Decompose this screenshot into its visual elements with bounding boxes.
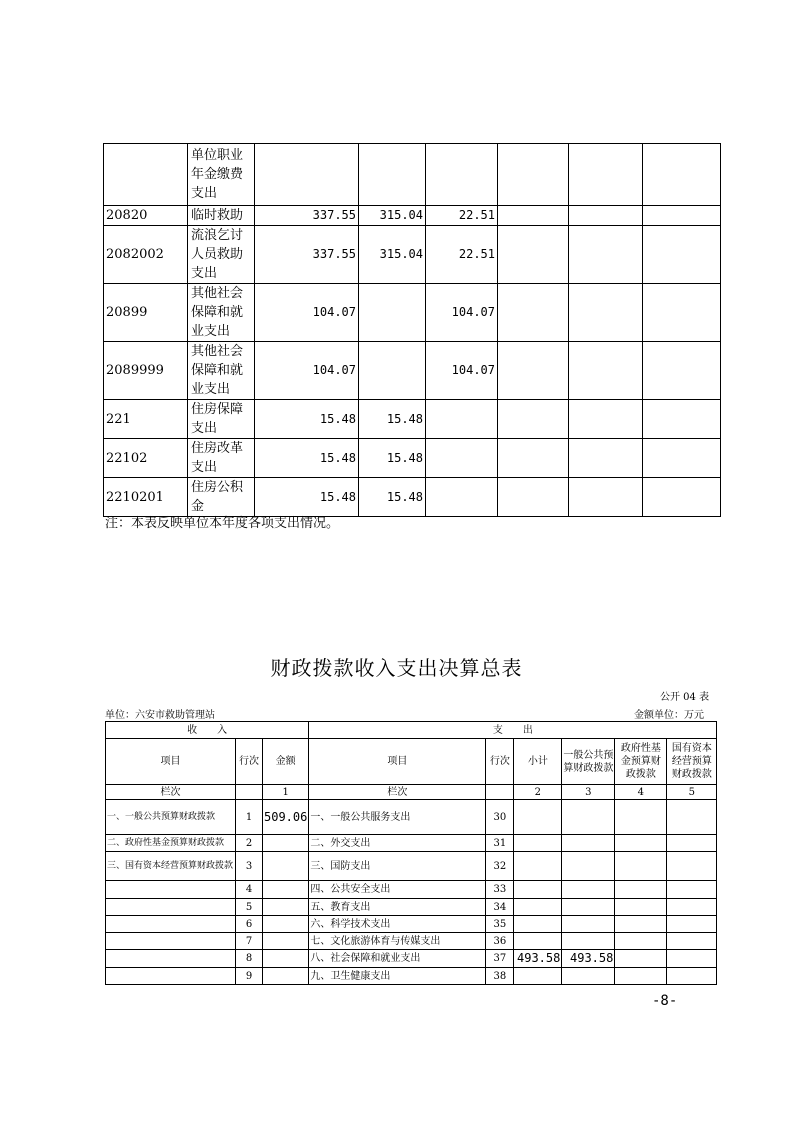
row-extra-2 <box>569 206 643 226</box>
table-row <box>106 950 717 968</box>
expense-subtotal <box>514 881 562 899</box>
table-row <box>104 206 721 226</box>
row-extra-2 <box>569 478 643 517</box>
row-code: 20899 <box>104 284 188 342</box>
income-amount <box>263 950 309 968</box>
expense-gov-fund <box>615 933 667 950</box>
row-project: 104.07 <box>426 284 498 342</box>
expense-state-capital <box>667 916 717 933</box>
summary-table-body <box>106 800 717 985</box>
row-extra-2 <box>569 342 643 400</box>
table-row <box>106 881 717 899</box>
expense-line: 33 <box>486 881 514 899</box>
row-extra-1 <box>498 478 569 517</box>
row-code <box>104 144 188 206</box>
row-total: 15.48 <box>255 478 359 517</box>
col-1: 1 <box>263 785 309 800</box>
expense-item: 七、文化旅游体育与传媒支出 <box>309 933 486 950</box>
table-row <box>106 899 717 916</box>
row-total: 104.07 <box>255 342 359 400</box>
row-extra-1 <box>498 284 569 342</box>
subtotal-header: 小计 <box>514 739 562 785</box>
row-code: 221 <box>104 400 188 439</box>
expense-general-budget: 493.58 <box>562 950 615 968</box>
income-amount <box>263 852 309 881</box>
row-extra-3 <box>643 478 721 517</box>
unit-label: 单位：六安市救助管理站 <box>105 710 215 721</box>
expense-header: 支 出 <box>309 722 717 739</box>
expense-item: 九、卫生健康支出 <box>309 968 486 985</box>
row-extra-1 <box>498 206 569 226</box>
income-amount <box>263 916 309 933</box>
expense-gov-fund <box>615 881 667 899</box>
income-line-header: 行次 <box>236 739 263 785</box>
expense-state-capital <box>667 835 717 852</box>
general-budget-header: 一般公共预算财政拨款 <box>562 739 615 785</box>
row-extra-3 <box>643 206 721 226</box>
column-number-row <box>106 785 717 800</box>
row-total: 15.48 <box>255 439 359 478</box>
income-item: 三、国有资本经营预算财政拨款 <box>106 852 236 881</box>
expense-subtotal <box>514 916 562 933</box>
expense-general-budget <box>562 881 615 899</box>
row-total: 337.55 <box>255 226 359 284</box>
expense-state-capital <box>667 933 717 950</box>
expense-gov-fund <box>615 800 667 835</box>
expense-line: 38 <box>486 968 514 985</box>
income-amount: 509.06 <box>263 800 309 835</box>
row-name: 住房公积金 <box>188 478 255 517</box>
row-total: 15.48 <box>255 400 359 439</box>
table-row <box>106 800 717 835</box>
row-total: 104.07 <box>255 284 359 342</box>
income-item: 二、政府性基金预算财政拨款 <box>106 835 236 852</box>
income-amount <box>263 881 309 899</box>
expense-item: 五、教育支出 <box>309 899 486 916</box>
col-3: 3 <box>562 785 615 800</box>
gov-fund-header: 政府性基金预算财政拨款 <box>615 739 667 785</box>
row-extra-1 <box>498 144 569 206</box>
expense-subtotal <box>514 968 562 985</box>
income-header: 收 入 <box>106 722 309 739</box>
row-name: 其他社会保障和就业支出 <box>188 284 255 342</box>
row-extra-2 <box>569 439 643 478</box>
row-project <box>426 439 498 478</box>
income-line: 4 <box>236 881 263 899</box>
income-amount <box>263 899 309 916</box>
income-item <box>106 916 236 933</box>
expenditure-table-body <box>104 144 721 517</box>
expense-gov-fund <box>615 835 667 852</box>
row-basic: 15.48 <box>359 478 426 517</box>
row-project: 22.51 <box>426 206 498 226</box>
table-row <box>106 933 717 950</box>
expense-item-header: 项目 <box>309 739 486 785</box>
expense-subtotal <box>514 933 562 950</box>
expense-item: 一、一般公共服务支出 <box>309 800 486 835</box>
state-capital-header: 国有资本经营预算财政拨款 <box>667 739 717 785</box>
table-title: 财政拨款收入支出决算总表 <box>270 656 523 680</box>
page-number: -8- <box>652 993 678 1009</box>
col-4: 4 <box>615 785 667 800</box>
row-name: 单位职业年金缴费支出 <box>188 144 255 206</box>
table-row <box>104 439 721 478</box>
row-code: 2089999 <box>104 342 188 400</box>
row-name: 临时救助 <box>188 206 255 226</box>
row-name: 流浪乞讨人员救助支出 <box>188 226 255 284</box>
col-2: 2 <box>514 785 562 800</box>
row-extra-3 <box>643 226 721 284</box>
col-5: 5 <box>667 785 717 800</box>
row-extra-1 <box>498 226 569 284</box>
fiscal-appropriation-summary-table <box>105 721 717 985</box>
row-code: 20820 <box>104 206 188 226</box>
income-line: 5 <box>236 899 263 916</box>
expense-general-budget <box>562 800 615 835</box>
expense-general-budget <box>562 899 615 916</box>
expense-item: 二、外交支出 <box>309 835 486 852</box>
income-line: 9 <box>236 968 263 985</box>
row-extra-2 <box>569 400 643 439</box>
row-extra-1 <box>498 400 569 439</box>
row-extra-3 <box>643 400 721 439</box>
expense-subtotal <box>514 835 562 852</box>
expense-line: 32 <box>486 852 514 881</box>
row-code: 2082002 <box>104 226 188 284</box>
income-line: 6 <box>236 916 263 933</box>
expense-subtotal <box>514 800 562 835</box>
expense-line-header: 行次 <box>486 739 514 785</box>
table-row <box>104 284 721 342</box>
expense-general-budget <box>562 968 615 985</box>
header-row-group <box>106 722 717 739</box>
table-row <box>104 400 721 439</box>
expense-line: 30 <box>486 800 514 835</box>
income-item <box>106 968 236 985</box>
income-line: 1 <box>236 800 263 835</box>
expense-item: 三、国防支出 <box>309 852 486 881</box>
row-basic <box>359 144 426 206</box>
row-extra-1 <box>498 439 569 478</box>
row-extra-2 <box>569 284 643 342</box>
expense-subtotal: 493.58 <box>514 950 562 968</box>
income-amount <box>263 835 309 852</box>
expense-state-capital <box>667 968 717 985</box>
income-line: 3 <box>236 852 263 881</box>
income-item <box>106 950 236 968</box>
row-total <box>255 144 359 206</box>
header-row-columns <box>106 739 717 785</box>
expense-state-capital <box>667 881 717 899</box>
row-extra-1 <box>498 342 569 400</box>
table-row <box>104 226 721 284</box>
row-project <box>426 144 498 206</box>
expense-general-budget <box>562 852 615 881</box>
income-item: 一、一般公共预算财政拨款 <box>106 800 236 835</box>
table-row <box>104 478 721 517</box>
income-item-header: 项目 <box>106 739 236 785</box>
expense-item: 八、社会保障和就业支出 <box>309 950 486 968</box>
expense-item: 六、科学技术支出 <box>309 916 486 933</box>
table-row <box>104 342 721 400</box>
table-row <box>104 144 721 206</box>
expense-line: 37 <box>486 950 514 968</box>
income-line: 7 <box>236 933 263 950</box>
exp-col-blank <box>486 785 514 800</box>
row-extra-3 <box>643 284 721 342</box>
row-name: 住房保障支出 <box>188 400 255 439</box>
table-row <box>106 916 717 933</box>
row-extra-3 <box>643 439 721 478</box>
row-extra-2 <box>569 144 643 206</box>
expense-item: 四、公共安全支出 <box>309 881 486 899</box>
expense-gov-fund <box>615 950 667 968</box>
row-basic: 315.04 <box>359 206 426 226</box>
expense-line: 35 <box>486 916 514 933</box>
expense-state-capital <box>667 950 717 968</box>
expense-general-budget <box>562 835 615 852</box>
expense-subtotal <box>514 852 562 881</box>
expense-gov-fund <box>615 968 667 985</box>
income-line: 8 <box>236 950 263 968</box>
expense-state-capital <box>667 899 717 916</box>
income-item <box>106 933 236 950</box>
row-name: 其他社会保障和就业支出 <box>188 342 255 400</box>
row-project <box>426 400 498 439</box>
row-project: 104.07 <box>426 342 498 400</box>
row-project: 22.51 <box>426 226 498 284</box>
row-extra-3 <box>643 144 721 206</box>
row-basic <box>359 342 426 400</box>
row-extra-2 <box>569 226 643 284</box>
row-basic: 15.48 <box>359 439 426 478</box>
income-amount <box>263 933 309 950</box>
form-number: 公开 04 表 <box>660 692 710 703</box>
expense-state-capital <box>667 852 717 881</box>
expense-subtotal <box>514 899 562 916</box>
expenditure-table-continued <box>103 143 721 517</box>
row-total: 337.55 <box>255 206 359 226</box>
amount-unit-label: 金额单位：万元 <box>634 710 704 721</box>
table-row <box>106 852 717 881</box>
table-row <box>106 968 717 985</box>
expense-line: 36 <box>486 933 514 950</box>
expense-gov-fund <box>615 899 667 916</box>
income-line: 2 <box>236 835 263 852</box>
row-basic <box>359 284 426 342</box>
row-basic: 315.04 <box>359 226 426 284</box>
row-project <box>426 478 498 517</box>
row-extra-3 <box>643 342 721 400</box>
expense-gov-fund <box>615 916 667 933</box>
exp-col-label: 栏次 <box>309 785 486 800</box>
income-amount-header: 金额 <box>263 739 309 785</box>
income-amount <box>263 968 309 985</box>
col-label: 栏次 <box>106 785 236 800</box>
income-item <box>106 899 236 916</box>
expense-general-budget <box>562 916 615 933</box>
expense-gov-fund <box>615 852 667 881</box>
row-name: 住房改革支出 <box>188 439 255 478</box>
expense-state-capital <box>667 800 717 835</box>
expense-line: 31 <box>486 835 514 852</box>
table-row <box>106 835 717 852</box>
row-code: 22102 <box>104 439 188 478</box>
col-blank <box>236 785 263 800</box>
row-code: 2210201 <box>104 478 188 517</box>
row-basic: 15.48 <box>359 400 426 439</box>
table-note: 注：本表反映单位本年度各项支出情况。 <box>105 516 340 531</box>
expense-line: 34 <box>486 899 514 916</box>
income-item <box>106 881 236 899</box>
expense-general-budget <box>562 933 615 950</box>
